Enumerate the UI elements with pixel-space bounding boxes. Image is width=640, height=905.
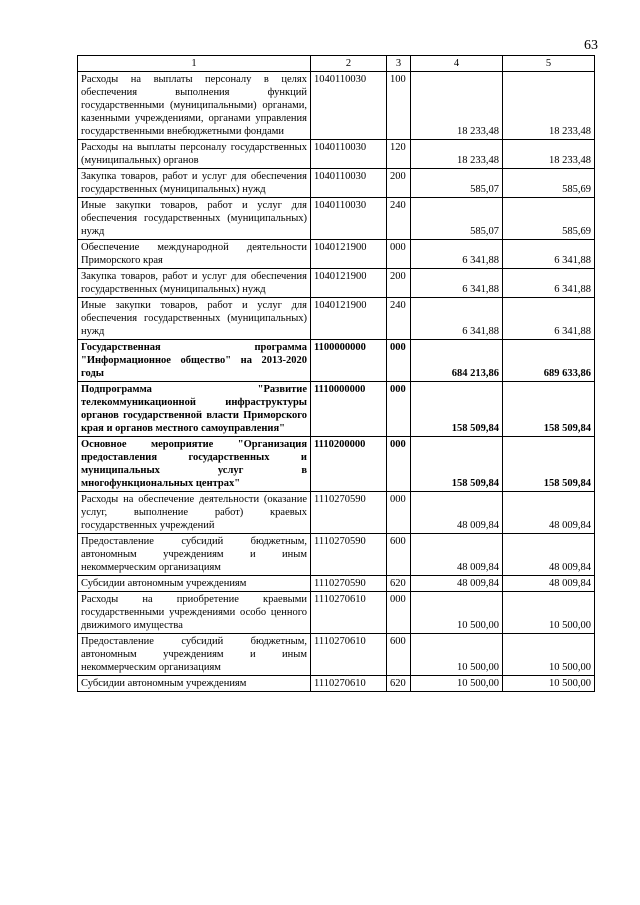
row-type: 600 — [387, 534, 411, 576]
budget-table — [77, 55, 595, 692]
row-code: 1040110030 — [311, 169, 387, 198]
row-name: Расходы на приобретение краевыми государственными учреждениями особо ценного движимого имущества — [78, 592, 311, 634]
column-header-value-2: 5 — [503, 56, 595, 72]
table-row — [78, 437, 595, 492]
row-type: 000 — [387, 240, 411, 269]
row-value-1: 158 509,84 — [411, 382, 503, 437]
row-code: 1040121900 — [311, 269, 387, 298]
row-value-1: 6 341,88 — [411, 269, 503, 298]
row-value-2: 10 500,00 — [503, 592, 595, 634]
row-value-1: 18 233,48 — [411, 140, 503, 169]
row-name: Предоставление субсидий бюджетным, автономным учреждениям и иным некоммерческим организациям — [78, 534, 311, 576]
table-row — [78, 340, 595, 382]
row-value-2: 18 233,48 — [503, 72, 595, 140]
table-row — [78, 298, 595, 340]
row-type: 000 — [387, 340, 411, 382]
row-value-1: 10 500,00 — [411, 676, 503, 692]
table-row — [78, 576, 595, 592]
row-type: 100 — [387, 72, 411, 140]
row-code: 1040110030 — [311, 198, 387, 240]
table-row — [78, 240, 595, 269]
row-value-2: 6 341,88 — [503, 269, 595, 298]
table-row — [78, 269, 595, 298]
row-type: 120 — [387, 140, 411, 169]
row-value-1: 6 341,88 — [411, 298, 503, 340]
row-type: 000 — [387, 592, 411, 634]
row-type: 200 — [387, 269, 411, 298]
row-name: Подпрограмма "Развитие телекоммуникационной инфраструктуры органов государственной власти Приморского края и органов местного самоуправления" — [78, 382, 311, 437]
table-row — [78, 169, 595, 198]
row-value-1: 18 233,48 — [411, 72, 503, 140]
row-type: 620 — [387, 676, 411, 692]
row-code: 1110270590 — [311, 534, 387, 576]
row-type: 620 — [387, 576, 411, 592]
row-code: 1040121900 — [311, 298, 387, 340]
row-name: Иные закупки товаров, работ и услуг для обеспечения государственных (муниципальных) нужд — [78, 298, 311, 340]
column-header-code: 2 — [311, 56, 387, 72]
row-name: Субсидии автономным учреждениям — [78, 676, 311, 692]
row-value-1: 10 500,00 — [411, 592, 503, 634]
row-code: 1100000000 — [311, 340, 387, 382]
table-row — [78, 72, 595, 140]
row-code: 1040110030 — [311, 140, 387, 169]
header-row — [78, 56, 595, 72]
row-value-2: 6 341,88 — [503, 240, 595, 269]
row-name: Расходы на выплаты персоналу государственных (муниципальных) органов — [78, 140, 311, 169]
row-type: 000 — [387, 382, 411, 437]
row-value-2: 48 009,84 — [503, 492, 595, 534]
row-name: Иные закупки товаров, работ и услуг для обеспечения государственных (муниципальных) нужд — [78, 198, 311, 240]
row-code: 1110200000 — [311, 437, 387, 492]
table-row — [78, 140, 595, 169]
row-value-1: 6 341,88 — [411, 240, 503, 269]
row-code: 1110270590 — [311, 576, 387, 592]
row-type: 000 — [387, 492, 411, 534]
table-row — [78, 382, 595, 437]
row-name: Расходы на обеспечение деятельности (оказание услуг, выполнение работ) краевых государственных учреждений — [78, 492, 311, 534]
row-code: 1040121900 — [311, 240, 387, 269]
row-name: Основное мероприятие "Организация предоставления государственных и муниципальных услуг в многофункциональных центрах" — [78, 437, 311, 492]
row-name: Закупка товаров, работ и услуг для обеспечения государственных (муниципальных) нужд — [78, 269, 311, 298]
row-value-2: 585,69 — [503, 198, 595, 240]
table-row — [78, 492, 595, 534]
row-value-2: 10 500,00 — [503, 676, 595, 692]
row-value-2: 48 009,84 — [503, 534, 595, 576]
row-value-2: 10 500,00 — [503, 634, 595, 676]
row-code: 1110270610 — [311, 592, 387, 634]
row-code: 1110000000 — [311, 382, 387, 437]
row-value-2: 158 509,84 — [503, 382, 595, 437]
row-name: Закупка товаров, работ и услуг для обеспечения государственных (муниципальных) нужд — [78, 169, 311, 198]
row-code: 1110270610 — [311, 676, 387, 692]
row-type: 240 — [387, 198, 411, 240]
row-value-2: 18 233,48 — [503, 140, 595, 169]
row-value-2: 48 009,84 — [503, 576, 595, 592]
table-row — [78, 592, 595, 634]
row-name: Государственная программа "Информационное общество" на 2013-2020 годы — [78, 340, 311, 382]
row-value-2: 6 341,88 — [503, 298, 595, 340]
column-header-type: 3 — [387, 56, 411, 72]
column-header-value-1: 4 — [411, 56, 503, 72]
row-name: Предоставление субсидий бюджетным, автономным учреждениям и иным некоммерческим организациям — [78, 634, 311, 676]
row-code: 1040110030 — [311, 72, 387, 140]
row-value-1: 48 009,84 — [411, 492, 503, 534]
page-number: 63 — [584, 38, 598, 53]
row-value-1: 48 009,84 — [411, 534, 503, 576]
table-row — [78, 534, 595, 576]
table-row — [78, 634, 595, 676]
row-value-1: 48 009,84 — [411, 576, 503, 592]
row-type: 600 — [387, 634, 411, 676]
row-value-1: 585,07 — [411, 169, 503, 198]
row-value-2: 689 633,86 — [503, 340, 595, 382]
row-value-2: 585,69 — [503, 169, 595, 198]
row-type: 200 — [387, 169, 411, 198]
row-type: 240 — [387, 298, 411, 340]
row-value-2: 158 509,84 — [503, 437, 595, 492]
row-name: Обеспечение международной деятельности Приморского края — [78, 240, 311, 269]
row-code: 1110270590 — [311, 492, 387, 534]
row-value-1: 158 509,84 — [411, 437, 503, 492]
row-type: 000 — [387, 437, 411, 492]
row-name: Субсидии автономным учреждениям — [78, 576, 311, 592]
row-value-1: 684 213,86 — [411, 340, 503, 382]
table-row — [78, 676, 595, 692]
row-name: Расходы на выплаты персоналу в целях обеспечения выполнения функций государственными (муниципальными) органами, казенными учреждениями, органами управления государственными внебюджетными фондами — [78, 72, 311, 140]
row-value-1: 585,07 — [411, 198, 503, 240]
column-header-name: 1 — [78, 56, 311, 72]
row-value-1: 10 500,00 — [411, 634, 503, 676]
table-row — [78, 198, 595, 240]
row-code: 1110270610 — [311, 634, 387, 676]
